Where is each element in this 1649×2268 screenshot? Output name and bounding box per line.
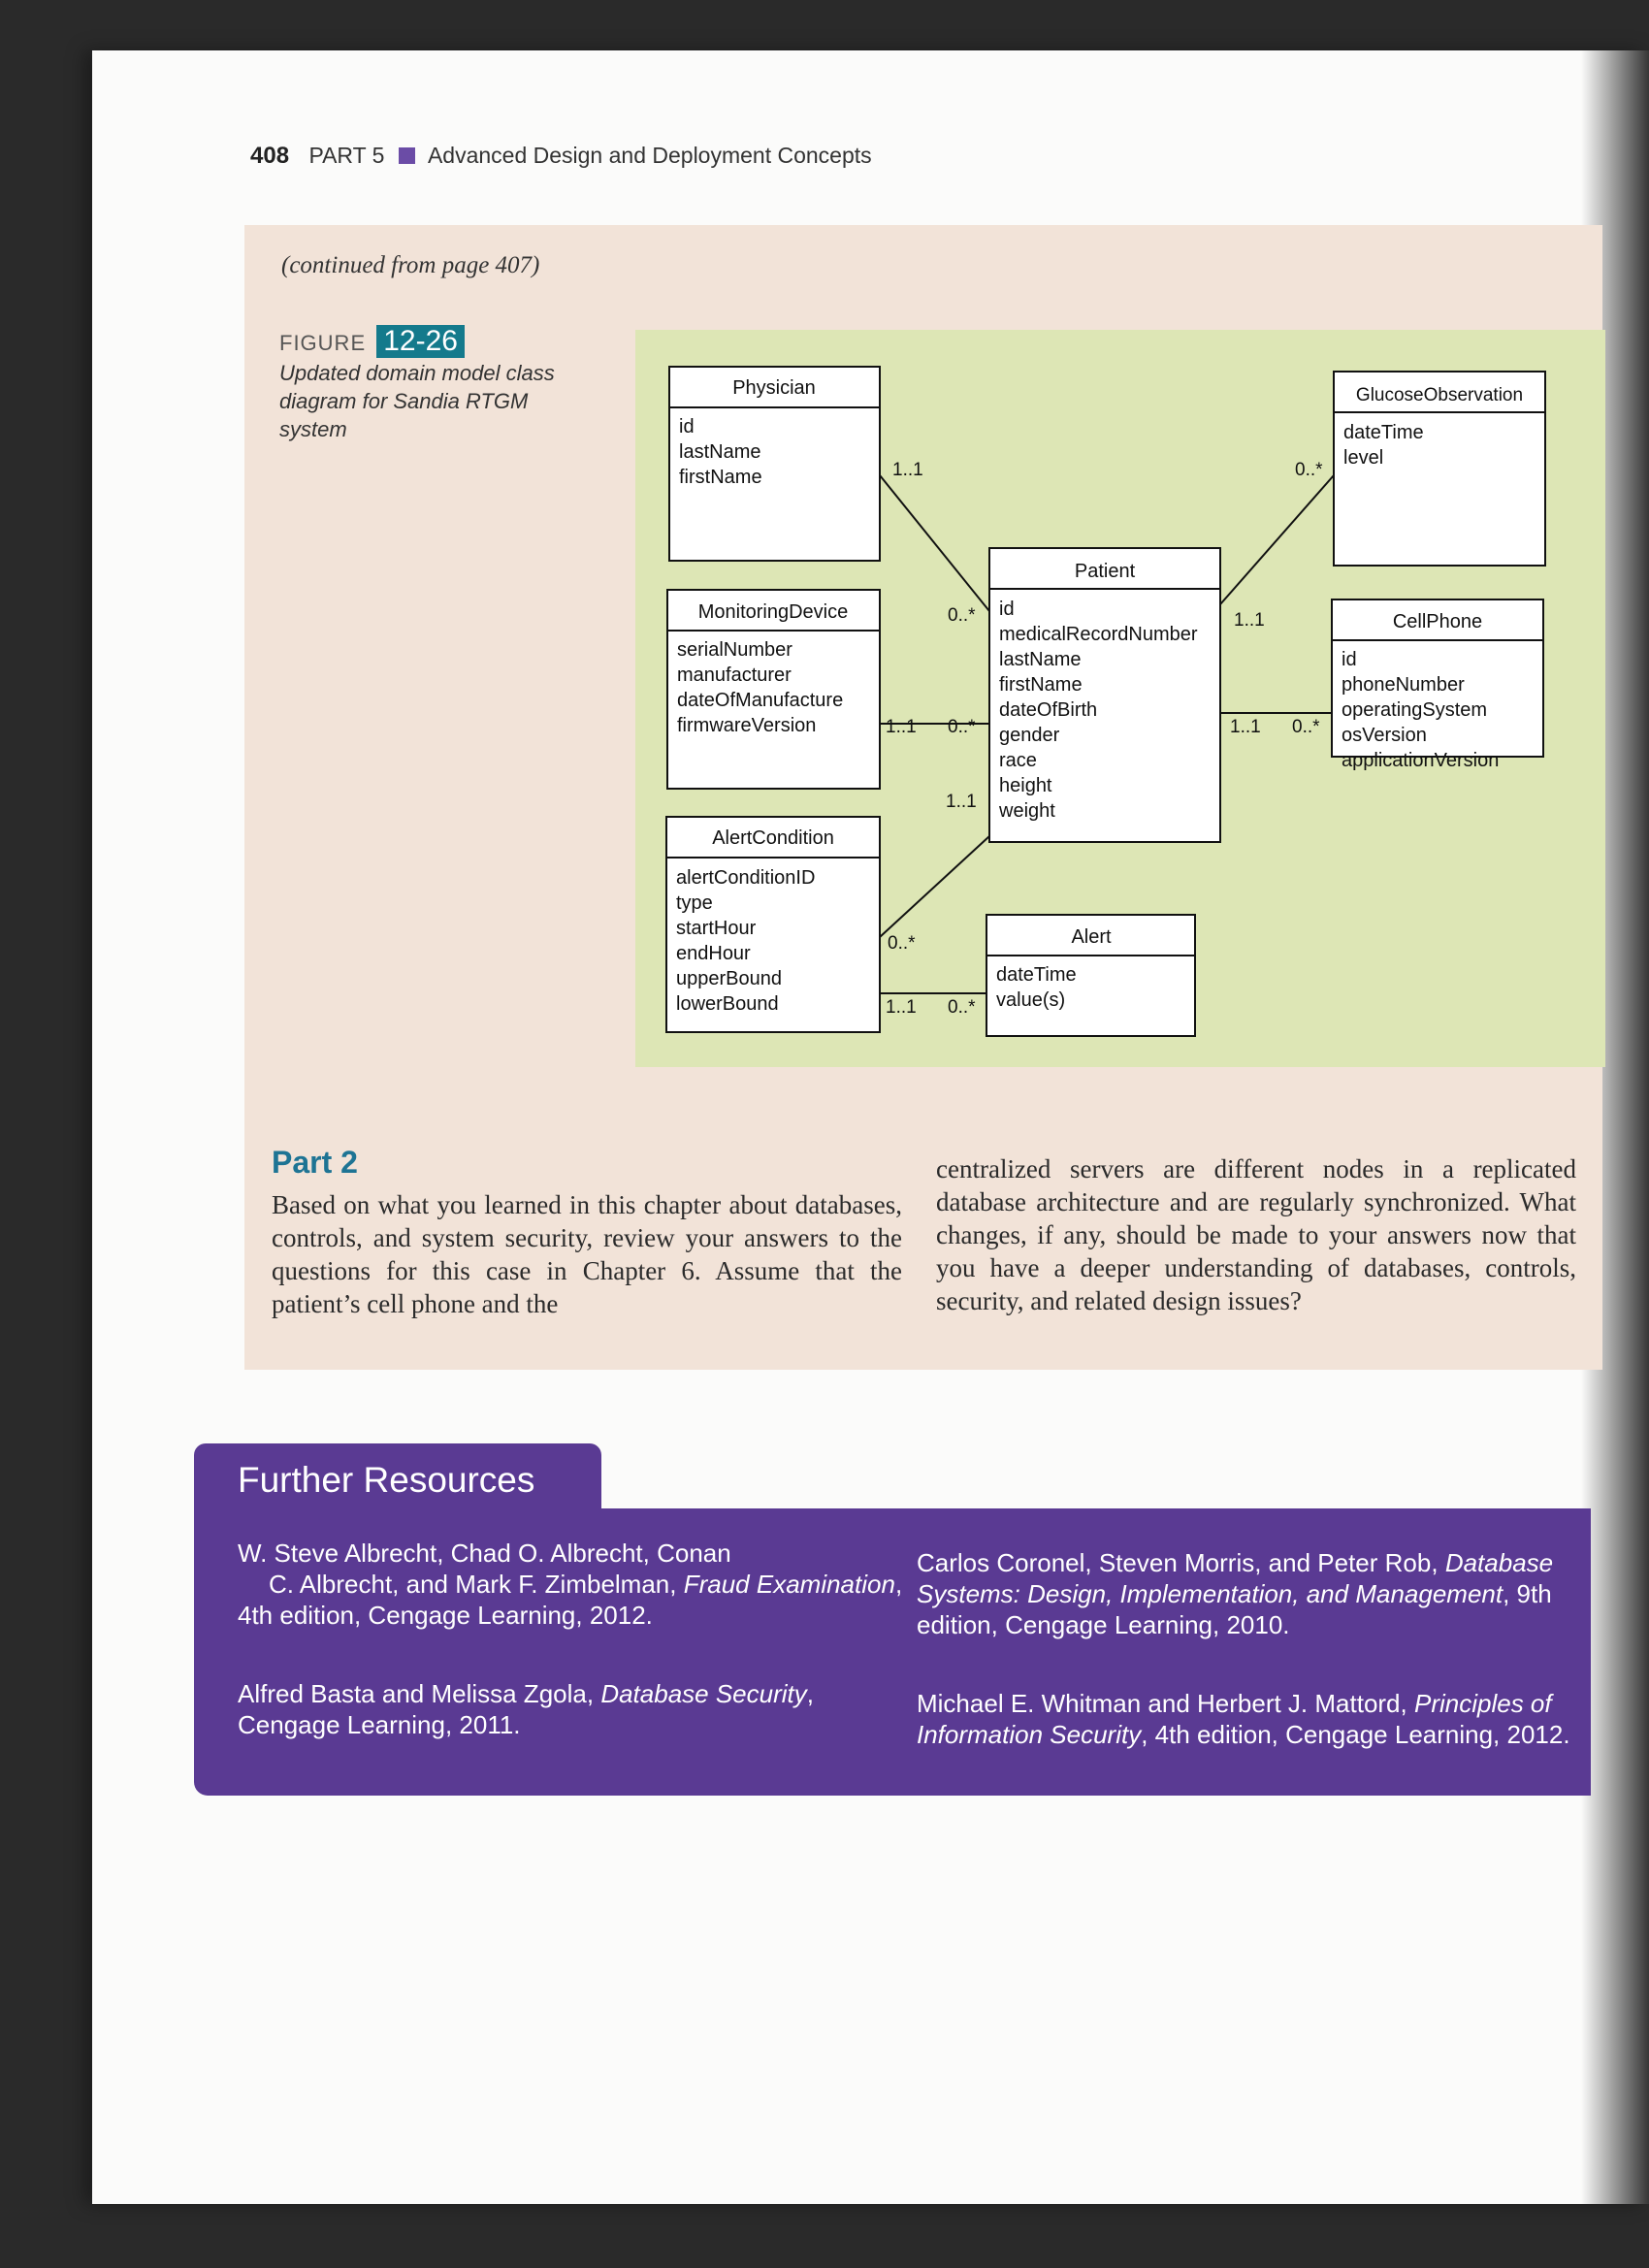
attribute: applicationVersion xyxy=(1342,750,1500,771)
multiplicity: 1..1 xyxy=(886,997,917,1018)
reference-details: , Cengage Learning, 2011. xyxy=(238,1679,814,1739)
class-name: Alert xyxy=(1071,926,1112,948)
continued-note: (continued from page 407) xyxy=(281,252,540,278)
attribute: level xyxy=(1343,447,1384,469)
multiplicity: 1..1 xyxy=(1234,610,1265,631)
part2-heading: Part 2 xyxy=(272,1145,358,1180)
class-name: CellPhone xyxy=(1392,611,1483,632)
attribute: alertConditionID xyxy=(676,867,816,889)
class-name: GlucoseObservation xyxy=(1355,385,1524,405)
multiplicity: 1..1 xyxy=(1230,717,1261,737)
class-name: Patient xyxy=(1074,561,1136,582)
attribute: upperBound xyxy=(676,968,782,989)
attribute: id xyxy=(679,416,695,437)
attribute: firmwareVersion xyxy=(677,715,817,736)
class-diagram xyxy=(635,330,1605,1067)
attribute: id xyxy=(999,599,1015,620)
attribute: gender xyxy=(999,725,1060,746)
reference-entry xyxy=(238,1538,917,1631)
square-bullet-icon xyxy=(399,147,415,164)
class-physician xyxy=(669,367,880,561)
reference-title: Fraud Examination xyxy=(683,1570,895,1599)
attribute: operatingSystem xyxy=(1342,699,1488,721)
attribute: firstName xyxy=(999,674,1083,696)
reference-authors: Carlos Coronel, Steven Morris, and Peter Rob, xyxy=(917,1548,1439,1577)
class-alert xyxy=(986,915,1195,1036)
attribute: value(s) xyxy=(996,989,1066,1011)
reference-authors: W. Steve Albrecht, Chad O. Albrecht, Conan xyxy=(238,1539,731,1568)
multiplicity: 1..1 xyxy=(892,460,923,480)
reference-entry xyxy=(917,1688,1576,1750)
multiplicity: 1..1 xyxy=(886,717,917,737)
multiplicity: 0..* xyxy=(1295,460,1323,480)
class-cellphone xyxy=(1332,599,1543,771)
figure-caption: Updated domain model class diagram for Sandia RTGM system xyxy=(279,361,555,441)
attribute: manufacturer xyxy=(677,664,792,686)
class-monitoringdevice xyxy=(667,590,880,789)
reference-details: , 4th edition, Cengage Learning, 2012. xyxy=(238,1570,903,1630)
reference-authors: Michael E. Whitman and Herbert J. Mattord, xyxy=(917,1689,1407,1718)
attribute: dateOfManufacture xyxy=(677,690,844,711)
attribute: lastName xyxy=(679,441,761,463)
attribute: race xyxy=(999,750,1037,771)
attribute: dateOfBirth xyxy=(999,699,1098,721)
attribute: weight xyxy=(999,800,1055,822)
multiplicity: 0..* xyxy=(948,605,976,626)
figure-number: 12-26 xyxy=(376,325,465,358)
reference-title: Principles of Information Security xyxy=(917,1689,1552,1749)
reference-authors: Alfred Basta and Melissa Zgola, xyxy=(238,1679,595,1708)
attribute: phoneNumber xyxy=(1342,674,1465,696)
part2-paragraph-right: centralized servers are different nodes in a replicated database architecture and are regularly synchronized. What changes, if any, should be made to your answers now that you have a deeper understanding of databases, controls, security, and related design issues? xyxy=(936,1154,1576,1315)
attribute: startHour xyxy=(676,918,757,939)
figure-word: FIGURE xyxy=(279,331,367,355)
multiplicity: 0..* xyxy=(888,933,916,954)
class-alertcondition xyxy=(666,817,880,1032)
class-name: AlertCondition xyxy=(712,827,834,849)
reference-authors-continued: C. Albrecht, and Mark F. Zimbelman, xyxy=(269,1570,677,1599)
attribute: lowerBound xyxy=(676,993,779,1015)
attribute: endHour xyxy=(676,943,751,964)
attribute: firstName xyxy=(679,467,762,488)
attribute: height xyxy=(999,775,1052,796)
reference-entry xyxy=(917,1547,1576,1640)
multiplicity: 1..1 xyxy=(946,792,977,812)
reference-details: , 9th edition, Cengage Learning, 2010. xyxy=(917,1579,1552,1639)
class-glucoseobservation xyxy=(1334,372,1545,566)
attribute: dateTime xyxy=(996,964,1077,986)
figure-label xyxy=(279,325,465,358)
class-name: Physician xyxy=(732,377,816,399)
class-patient xyxy=(989,548,1220,842)
reference-entry xyxy=(238,1678,917,1740)
attribute: type xyxy=(676,892,713,914)
class-name: MonitoringDevice xyxy=(697,601,849,623)
attribute: lastName xyxy=(999,649,1082,670)
multiplicity: 0..* xyxy=(1292,717,1320,737)
reference-details: , 4th edition, Cengage Learning, 2012. xyxy=(1141,1720,1570,1749)
reference-title: Database Systems: Design, Implementation, and Management xyxy=(917,1548,1554,1608)
page-number: 408 xyxy=(250,143,290,169)
resources-heading: Further Resources xyxy=(238,1460,535,1500)
multiplicity: 0..* xyxy=(948,717,976,737)
attribute: serialNumber xyxy=(677,639,792,661)
chapter-title: Advanced Design and Deployment Concepts xyxy=(427,143,872,168)
attribute: medicalRecordNumber xyxy=(999,624,1198,645)
part-label: PART 5 xyxy=(308,143,385,168)
attribute: osVersion xyxy=(1342,725,1427,746)
running-header xyxy=(250,143,872,170)
part2-paragraph-left: Based on what you learned in this chapter about databases, controls, and system security, review your answers to the questions for this case in Chapter 6. Assume that the patient’s cell phone and the xyxy=(272,1190,902,1318)
multiplicity: 0..* xyxy=(948,997,976,1018)
reference-title: Database Security xyxy=(600,1679,807,1708)
attribute: dateTime xyxy=(1343,422,1424,443)
attribute: id xyxy=(1342,649,1357,670)
